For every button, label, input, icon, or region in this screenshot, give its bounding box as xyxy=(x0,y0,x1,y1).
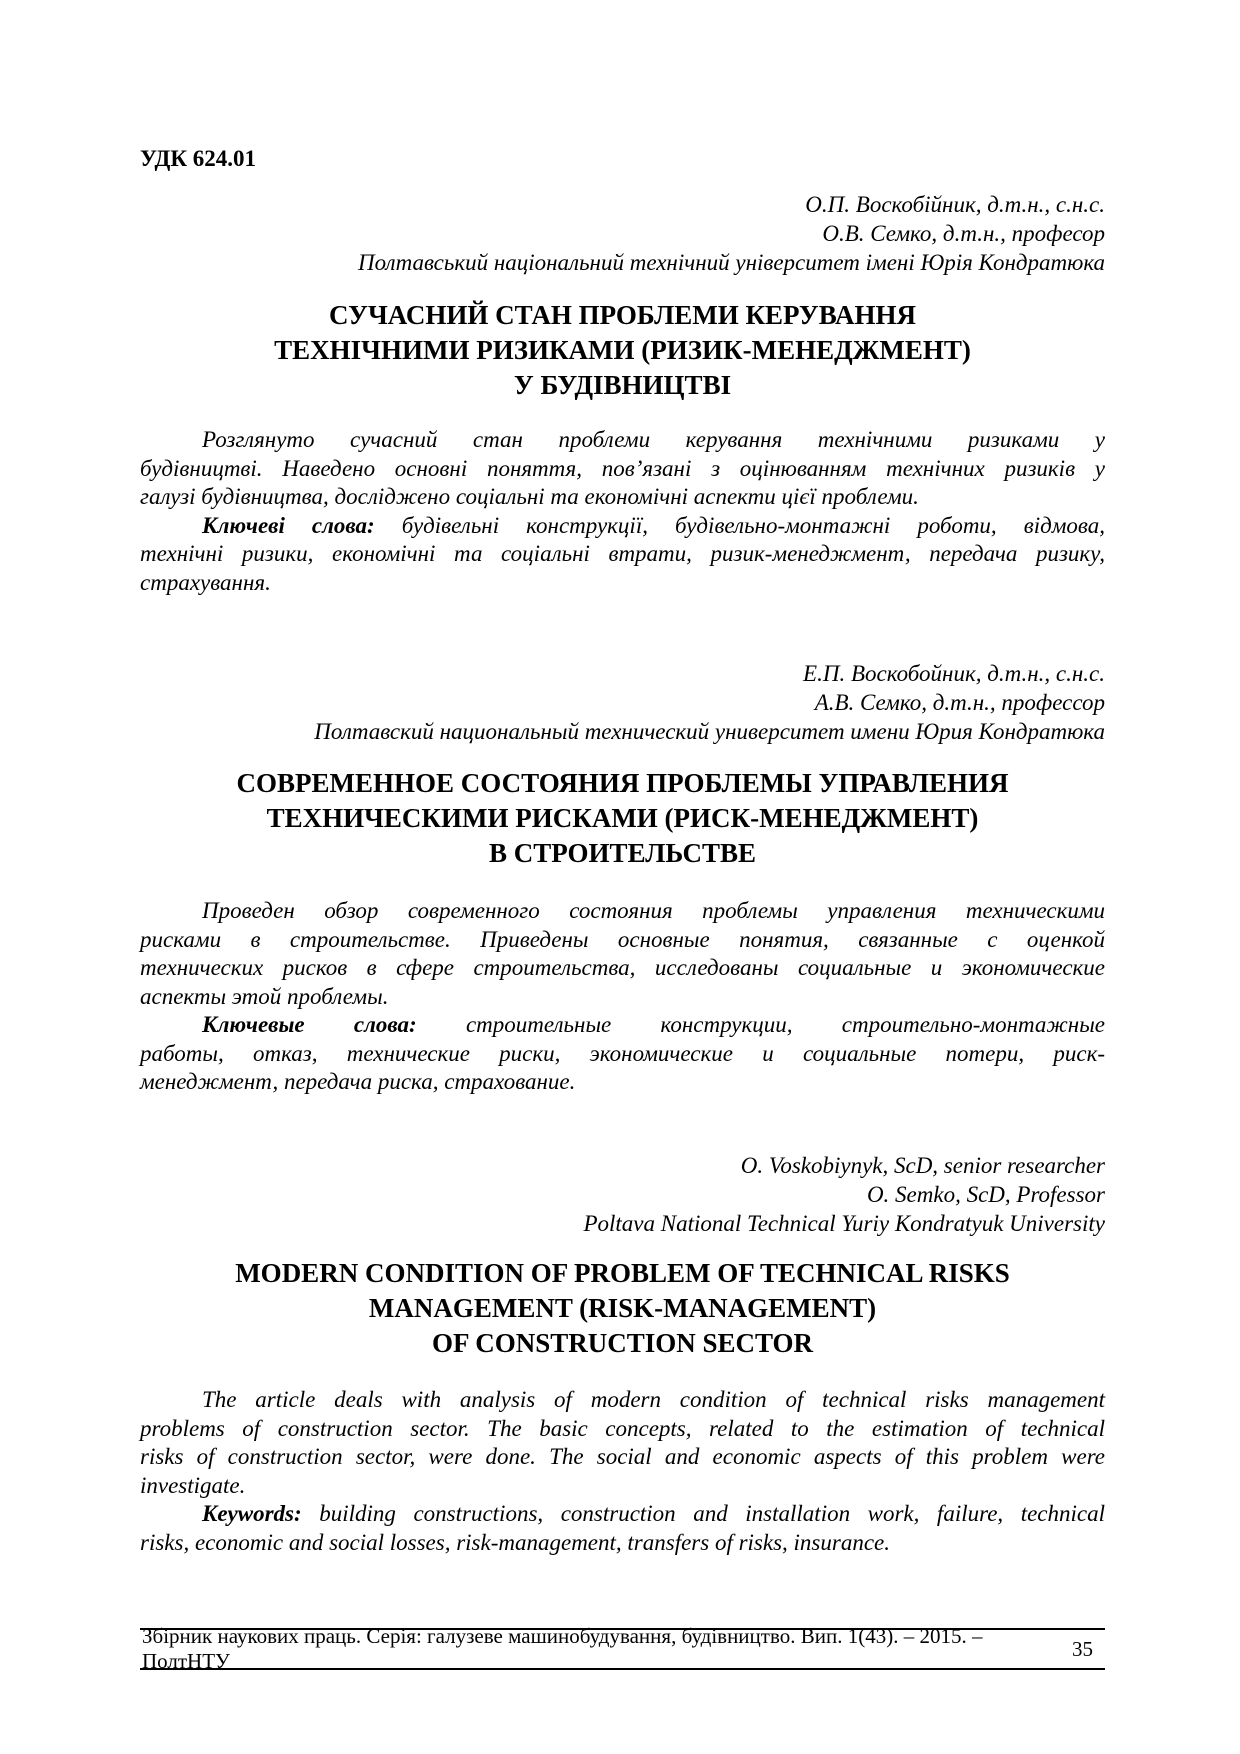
page-footer xyxy=(140,1624,1105,1673)
keywords-label: Ключеві слова: xyxy=(202,512,375,538)
article-title-line: В СТРОИТЕЛЬСТВЕ xyxy=(488,838,757,868)
abstract-ru xyxy=(140,897,1105,1097)
affiliation-line: Полтавський національний технічний університет імені Юрія Кондратюка xyxy=(358,250,1105,275)
abstract-line: галузі будівництва, досліджено соціальні та економічні аспекти цієї проблеми. xyxy=(140,484,919,509)
authors-block-ua xyxy=(140,190,1105,277)
abstract-en xyxy=(140,1386,1105,1557)
author-line: Е.П. Воскобойник, д.т.н., с.н.с. xyxy=(803,661,1105,686)
keywords-line: страхування. xyxy=(140,569,271,595)
abstract-line: Розглянуто сучасний стан проблеми керування технічними ризиками у xyxy=(202,427,1105,452)
article-title-line: ТЕХНІЧНИМИ РИЗИКАМИ (РИЗИК-МЕНЕДЖМЕНТ) xyxy=(274,335,971,365)
authors-block-en xyxy=(140,1151,1105,1238)
keywords-label: Keywords: xyxy=(202,1501,302,1526)
affiliation-line: Полтавский национальный технический университет имени Юрия Кондратюка xyxy=(314,719,1105,744)
author-line: O. Semko, ScD, Professor xyxy=(866,1182,1105,1207)
abstract-line: problems of construction sector. The basic concepts, related to the estimation of technical xyxy=(140,1415,1105,1441)
keywords-text: строительные конструкции, строительно-монтажные xyxy=(465,1012,1106,1037)
article-title-line: СОВРЕМЕННОЕ СОСТОЯНИЯ ПРОБЛЕМЫ УПРАВЛЕНИЯ xyxy=(236,768,1009,798)
affiliation-line: Poltava National Technical Yuriy Kondratyuk University xyxy=(583,1211,1105,1236)
abstract-line: будівництві. Наведено основні поняття, пов’язані з оцінюванням технічних ризиків у xyxy=(140,455,1105,481)
article-title-line: У БУДІВНИЦТВІ xyxy=(513,370,732,400)
authors-block-ru xyxy=(140,659,1105,746)
keywords-line xyxy=(140,512,1105,541)
keywords-line: технічні ризики, економічні та соціальні втрати, ризик-менеджмент, передача ризику, xyxy=(140,541,1105,566)
keywords-line xyxy=(140,1500,1105,1529)
footer-page-number: 35 xyxy=(1072,1636,1093,1661)
author-line: О.В. Семко, д.т.н., професор xyxy=(822,221,1105,246)
keywords-line: работы, отказ, технические риски, экономические и социальные потери, риск- xyxy=(140,1040,1105,1066)
keywords-text: будівельні конструкції, будівельно-монтажні роботи, відмова, xyxy=(401,512,1105,538)
udc-code: УДК 624.01 xyxy=(140,146,257,171)
abstract-ua xyxy=(140,426,1105,597)
abstract-line: risks of construction sector, were done. The social and economic aspects of this problem were xyxy=(140,1444,1105,1469)
author-line: А.В. Семко, д.т.н., профессор xyxy=(814,690,1105,715)
abstract-line: рисками в строительстве. Приведены основные понятия, связанные с оценкой xyxy=(140,926,1105,952)
abstract-line: аспекты этой проблемы. xyxy=(140,983,389,1009)
article-title-line: OF CONSTRUCTION SECTOR xyxy=(431,1328,814,1358)
abstract-line: Проведен обзор современного состояния проблемы управления техническими xyxy=(202,898,1105,923)
keywords-line xyxy=(140,1011,1105,1040)
article-title-ua xyxy=(140,298,1105,403)
author-line: O. Voskobiynyk, ScD, senior researcher xyxy=(740,1153,1105,1178)
article-title-line: ТЕХНИЧЕСКИМИ РИСКАМИ (РИСК-МЕНЕДЖМЕНТ) xyxy=(266,803,979,833)
article-title-line: MANAGEMENT (RISK-MANAGEMENT) xyxy=(368,1293,877,1323)
keywords-text: building constructions, construction and installation work, failure, technical xyxy=(319,1501,1106,1526)
article-title-ru xyxy=(140,766,1105,871)
author-line: О.П. Воскобійник, д.т.н., с.н.с. xyxy=(805,192,1105,217)
keywords-line: risks, economic and social losses, risk-management, transfers of risks, insurance. xyxy=(140,1529,890,1555)
article-title-line: СУЧАСНИЙ СТАН ПРОБЛЕМИ КЕРУВАННЯ xyxy=(329,300,916,330)
article-title-en xyxy=(140,1256,1105,1361)
abstract-line: investigate. xyxy=(140,1472,246,1498)
abstract-line: The article deals with analysis of modern condition of technical risks management xyxy=(202,1387,1105,1412)
keywords-label: Ключевые слова: xyxy=(202,1012,417,1037)
article-title-line: MODERN CONDITION OF PROBLEM OF TECHNICAL RISKS xyxy=(235,1258,1010,1288)
footer-journal-info: Збірник наукових праць. Серія: галузеве машинобудування, будівництво. Вип. 1(43). – 2015. – ПолтНТУ xyxy=(142,1624,983,1673)
abstract-line: технических рисков в сфере строительства, исследованы социальные и экономические xyxy=(140,955,1105,980)
page-content xyxy=(140,0,1105,1754)
keywords-line: менеджмент, передача риска, страхование. xyxy=(140,1069,576,1094)
